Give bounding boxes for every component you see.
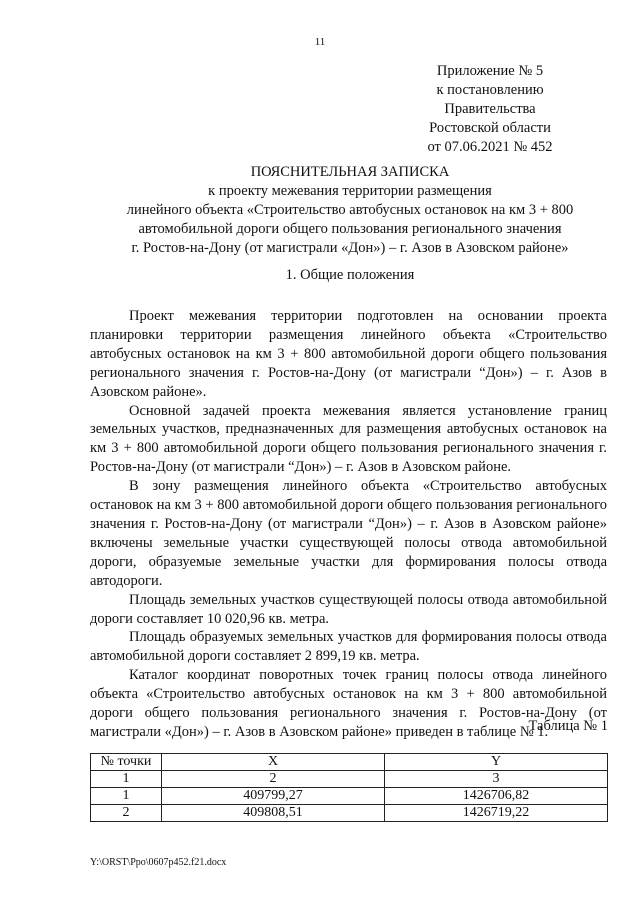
table-header-cell: Y — [385, 754, 608, 771]
paragraph: В зону размещения линейного объекта «Строительство автобусных остановок на км 3 + 800 автомобильной дороги общего пользования регионального значения г. Ростов-на-Дону (от магистрали “Дон») – г. Азов в Азовском районе» включены земельные участки существующей полосы отвода автомобильной дороги, образуемые земельные участки для формирования полосы отвода автодороги. — [90, 478, 607, 589]
table-header-row — [91, 754, 608, 771]
coordinates-table — [90, 753, 608, 822]
document-title — [60, 163, 640, 258]
table-cell: 3 — [385, 771, 608, 788]
table-cell: 2 — [162, 771, 385, 788]
table-cell: 2 — [91, 805, 162, 822]
footer-file-path: Y:\ORST\Ppo\0607p452.f21.docx — [90, 857, 227, 868]
table-row — [91, 788, 608, 805]
table-cell: 1426706,82 — [385, 788, 608, 805]
title-line: г. Ростов-на-Дону (от магистрали «Дон») – г. Азов в Азовском районе» — [131, 240, 569, 256]
title-line: автомобильной дороги общего пользования регионального значения — [138, 221, 562, 237]
title-line: к проекту межевания территории размещения — [208, 183, 492, 199]
appendix-line: Ростовской области — [429, 120, 551, 136]
appendix-line: к постановлению — [436, 82, 544, 98]
appendix-line: Правительства — [444, 101, 536, 117]
table-header-cell: № точки — [91, 754, 162, 771]
paragraph: Каталог координат поворотных точек границ полосы отвода линейного объекта «Строительство автобусных остановок на км 3 + 800 автомобильной дороги общего пользования регионального значения г. Ростов-на-Дону (от магистрали «Дон») – г. Азов в Азовском районе» приведен в таблице № 1. — [90, 667, 607, 740]
table-cell: 409799,27 — [162, 788, 385, 805]
paragraph: Проект межевания территории подготовлен на основании проекта планировки территории размещения линейного объекта «Строительство автобусных остановок на км 3 + 800 автомобильной дороги общего пользования регионального значения г. Ростов-на-Дону (от магистрали “Дон») – г. Азов в Азовском районе». — [90, 308, 607, 400]
table-numbering-row — [91, 771, 608, 788]
paragraph: Площадь земельных участков существующей полосы отвода автомобильной дороги составляет 10 020,96 кв. метра. — [90, 591, 607, 627]
paragraph: Основной задачей проекта межевания является установление границ земельных участков, предназначенных для размещения автобусных остановок на км 3 + 800 автомобильной дороги общего пользования регионального значения г. Ростов-на-Дону (от магистрали “Дон») – г. Азов в Азовском районе. — [90, 402, 607, 476]
paragraph: Площадь образуемых земельных участков для формирования полосы отвода автомобильной дороги составляет 2 899,19 кв. метра. — [90, 629, 607, 665]
table-cell: 1426719,22 — [385, 805, 608, 822]
appendix-line: Приложение № 5 — [436, 63, 544, 79]
title-line: линейного объекта «Строительство автобусных остановок на км 3 + 800 — [126, 202, 574, 218]
table-header-cell: X — [162, 754, 385, 771]
table-caption: Таблица № 1 — [528, 718, 608, 734]
appendix-header — [400, 62, 580, 157]
body-text — [90, 307, 607, 742]
section-title: 1. Общие положения — [285, 267, 415, 283]
appendix-line: от 07.06.2021 № 452 — [427, 139, 553, 155]
table-cell: 1 — [91, 788, 162, 805]
page-number: 11 — [314, 36, 326, 48]
table-cell: 1 — [91, 771, 162, 788]
title-heading: ПОЯСНИТЕЛЬНАЯ ЗАПИСКА — [250, 164, 450, 180]
table-cell: 409808,51 — [162, 805, 385, 822]
table-row — [91, 805, 608, 822]
